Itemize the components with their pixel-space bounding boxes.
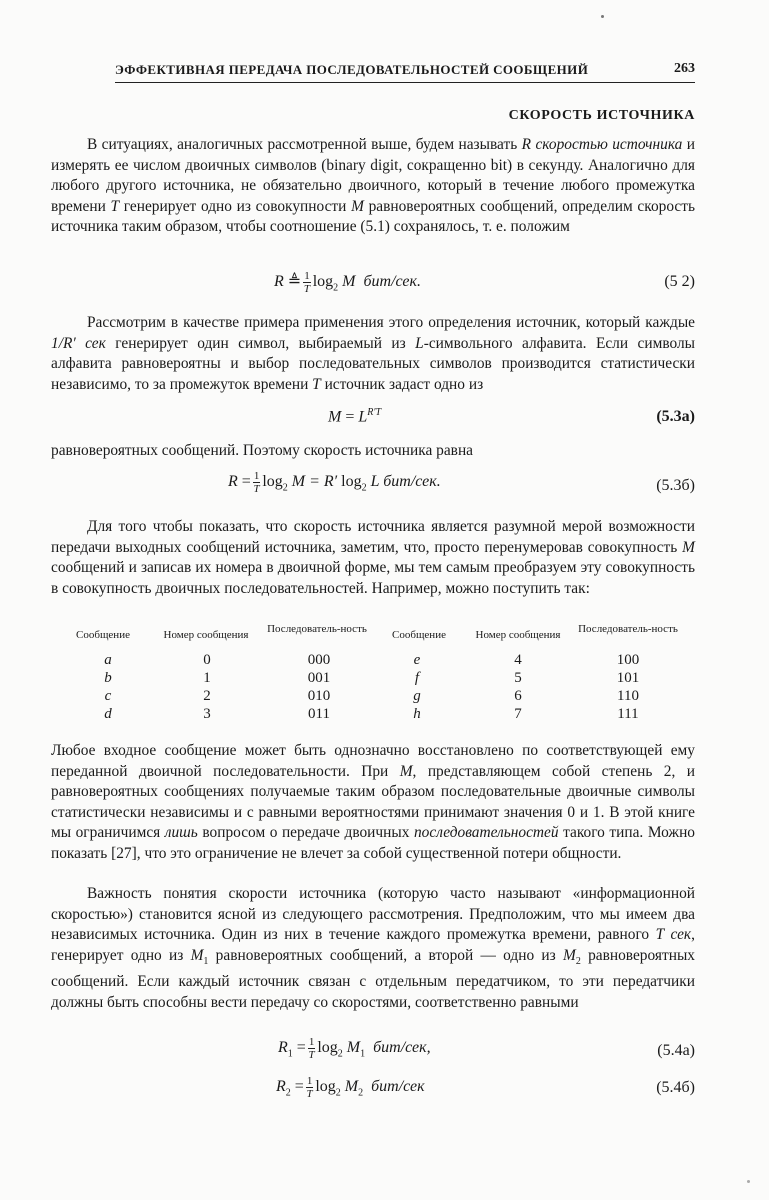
table-cell: 010	[307, 688, 331, 704]
math-symbol: M	[291, 473, 306, 491]
log-operator: log	[312, 273, 334, 291]
table-cell: g	[413, 688, 421, 704]
text-run: равновероятных сообщений, а второй — одно из	[208, 946, 563, 964]
denominator: T	[306, 1088, 313, 1100]
paragraph-5	[51, 741, 695, 865]
unit-label: бит/сек.	[383, 473, 441, 491]
math-expression: = R′	[309, 473, 338, 491]
paragraph-1	[51, 135, 695, 238]
math-symbol: R	[274, 273, 284, 291]
log-base: 2	[335, 1087, 341, 1099]
math-symbol: M	[328, 408, 342, 426]
emphasis: лишь	[164, 824, 198, 842]
table-cell: d	[104, 706, 112, 722]
subscript: 2	[285, 1087, 291, 1099]
math-symbol: T	[110, 197, 120, 215]
table-cell: 101	[616, 670, 640, 686]
text-run: , генерирует одно из	[51, 926, 695, 964]
table-cell: a	[104, 652, 112, 668]
equation-number: (5.3б)	[656, 477, 695, 494]
equation-number: (5 2)	[664, 273, 695, 290]
math-symbol: L	[358, 408, 368, 426]
table-cell: h	[413, 706, 421, 722]
text-run: вопросом о передаче двоичных	[197, 824, 414, 842]
table-cell: 2	[203, 688, 211, 704]
emphasis: последовательностей	[413, 824, 559, 842]
page-number: 263	[674, 61, 695, 76]
fraction	[306, 1075, 314, 1100]
table-header: Последователь-ность	[578, 623, 678, 635]
equation-5-4a: $R_1$ = $\frac{1}{T}$ $\log_2 M_1$ бит/сек,	[278, 1036, 431, 1061]
text-run: Рассмотрим в качестве примера применения этого определения источник, который каждые	[87, 314, 695, 331]
math-symbol: R	[278, 1039, 288, 1057]
text-run: такого типа. Можно показать [27], что это ограничение не влечет за собой существенной потери общности.	[51, 824, 695, 862]
definition-sign: ≜	[287, 273, 302, 291]
math-symbol: R	[521, 136, 532, 153]
text-run: генерирует один символ, выбираемый из	[105, 334, 416, 352]
fraction	[253, 470, 261, 495]
table-cell: e	[413, 652, 421, 668]
table-cell: 6	[514, 688, 522, 704]
text-run: генерирует одно из совокупности	[119, 197, 352, 215]
text-run: равновероятных сообщений, определим скорость источника таким образом, чтобы соотношение (5.1) сохранялось, т. е. положим	[51, 197, 696, 236]
table-cell: 110	[617, 688, 639, 704]
scan-speck	[747, 1180, 750, 1183]
math-expression: T сек	[655, 926, 692, 944]
equation-5-3b: R = $\frac{1}{T}$ $\log_2 M = R'$ $\log_2 L$ бит/сек.	[228, 470, 441, 495]
text-run: , представляющем собой степень 2, и равновероятных сообщениях получаемые таким образом последовательные двоичные символы статистически независимы и с равными вероятностями принимают значения 0 и 1. В этой книге мы ограничимся	[51, 762, 695, 842]
unit-label: бит/сек	[371, 1078, 425, 1096]
running-title: ЭФФЕКТИВНАЯ ПЕРЕДАЧА ПОСЛЕДОВАТЕЛЬНОСТЕЙ СООБЩЕНИЙ	[115, 62, 589, 77]
paragraph-3: равновероятных сообщений. Поэтому скорость источника равна	[51, 442, 474, 459]
equation-number: (5.3а)	[656, 408, 695, 425]
table-cell: 000	[307, 652, 331, 668]
table-header: Номер сообщения	[475, 629, 561, 641]
text-run: Важность понятия скорости источника (которую часто называют «информационной скоростью») становится ясной из следующего рассмотрения. Предположим, что мы имеем два независимых источника. Один из них в течение каждого промежутка времени, равного	[51, 885, 695, 944]
table-cell: 0	[203, 652, 211, 668]
math-symbol: R	[276, 1078, 286, 1096]
table-header: Сообщение	[76, 629, 130, 641]
math-symbol: M	[190, 946, 204, 964]
table-cell: f	[414, 670, 420, 686]
table-cell: 7	[514, 706, 522, 722]
paragraph-6	[51, 884, 695, 1014]
fraction	[308, 1036, 316, 1061]
equals-sign: =	[345, 408, 355, 426]
equation-5-4b: $R_2$ = $\frac{1}{T}$ $\log_2 M_2$ бит/сек	[276, 1075, 425, 1100]
table-cell: 1	[203, 670, 211, 686]
text-run: -символьного алфавита. Если символы алфавита равновероятны и выбор последовательных символов производится статистически независимо, то за промежуток времени	[51, 334, 696, 393]
table-cell: 100	[616, 652, 640, 668]
numerator: 1	[253, 470, 260, 482]
table-cell: c	[104, 688, 112, 704]
table-cell: 3	[203, 706, 211, 722]
table-header: Сообщение	[392, 629, 446, 641]
math-symbol: M	[562, 946, 576, 964]
math-symbol: M	[344, 1078, 359, 1096]
log-operator: log	[341, 473, 362, 491]
equation-number: (5.4б)	[656, 1079, 695, 1096]
paragraph-2	[51, 313, 695, 395]
math-symbol: T	[312, 375, 321, 393]
running-header	[115, 62, 695, 83]
numerator: 1	[306, 1075, 313, 1087]
numerator: 1	[308, 1036, 315, 1048]
log-operator: log	[315, 1078, 336, 1096]
table-cell: 111	[617, 706, 639, 722]
math-symbol: M	[351, 197, 364, 215]
defined-term: скоростью источника	[535, 136, 683, 153]
text-run: Для того чтобы показать, что скорость источника является разумной мерой возможности передачи выходных сообщений источника, заметим, что, просто перенумеровав совокупность	[51, 518, 695, 556]
math-symbol: M	[399, 762, 413, 780]
exponent: R′T	[367, 407, 382, 418]
text-run: сообщений и записав их номера в двоичной форме, мы тем самым преобразуем эту совокупность в совокупность двоичных последовательностей. Например, можно поступить так:	[51, 559, 695, 597]
subscript: 1	[360, 1048, 366, 1060]
scan-speck	[601, 15, 604, 18]
log-base: 2	[361, 482, 367, 494]
subscript: 2	[575, 955, 581, 967]
unit-label: бит/сек,	[373, 1039, 431, 1057]
text-run: источник задаст одно из	[320, 375, 484, 393]
log-base: 2	[337, 1048, 343, 1060]
denominator: T	[253, 483, 260, 495]
text-run: В ситуациях, аналогичных рассмотренной выше, будем называть	[87, 136, 522, 153]
math-symbol: M	[342, 273, 356, 291]
text-run: равновероятных сообщений. Если каждый источник связан с отдельным передатчиком, то эти передатчики должны быть способны вести передачу со скоростями, соответственно равными	[51, 946, 695, 1012]
table-header: Последователь-ность	[267, 623, 367, 635]
log-base: 2	[282, 482, 288, 494]
subscript: 1	[287, 1048, 293, 1060]
equation-number: (5.4а)	[657, 1042, 695, 1059]
text-run: и измерять ее числом двоичных символов (binary digit, сокращенно bit) в секунду. Аналогично для любого другого источника, не обязательно двоичного, который в течение любого промежутка времени	[51, 136, 695, 215]
table-cell: 001	[307, 670, 331, 686]
math-expression: 1/R′ сек	[51, 334, 106, 352]
log-operator: log	[262, 473, 283, 491]
table-cell: 011	[308, 706, 330, 722]
denominator: T	[308, 1049, 315, 1061]
denominator: T	[303, 283, 310, 295]
subscript: 1	[203, 955, 209, 967]
table-cell: 4	[514, 652, 522, 668]
math-symbol: M	[346, 1039, 361, 1057]
section-title: СКОРОСТЬ ИСТОЧНИКА	[508, 108, 695, 123]
text-run: Любое входное сообщение может быть однозначно восстановлено по соответствующей ему переданной двоичной последовательности. При	[51, 742, 695, 780]
math-symbol: M	[682, 538, 695, 556]
log-base: 2	[333, 282, 339, 294]
math-symbol: L	[370, 473, 380, 491]
math-symbol: L	[415, 334, 424, 352]
paragraph-4	[51, 517, 695, 599]
fraction	[303, 270, 311, 295]
table-cell: b	[104, 670, 112, 686]
math-symbol: R	[228, 473, 238, 491]
equation-5-2	[274, 270, 421, 295]
equation-5-3a	[328, 407, 381, 426]
table-header: Номер сообщения	[163, 629, 249, 641]
table-cell: 5	[514, 670, 522, 686]
log-operator: log	[317, 1039, 338, 1057]
unit-label: бит/сек.	[363, 273, 421, 291]
subscript: 2	[358, 1087, 364, 1099]
numerator: 1	[304, 270, 310, 282]
